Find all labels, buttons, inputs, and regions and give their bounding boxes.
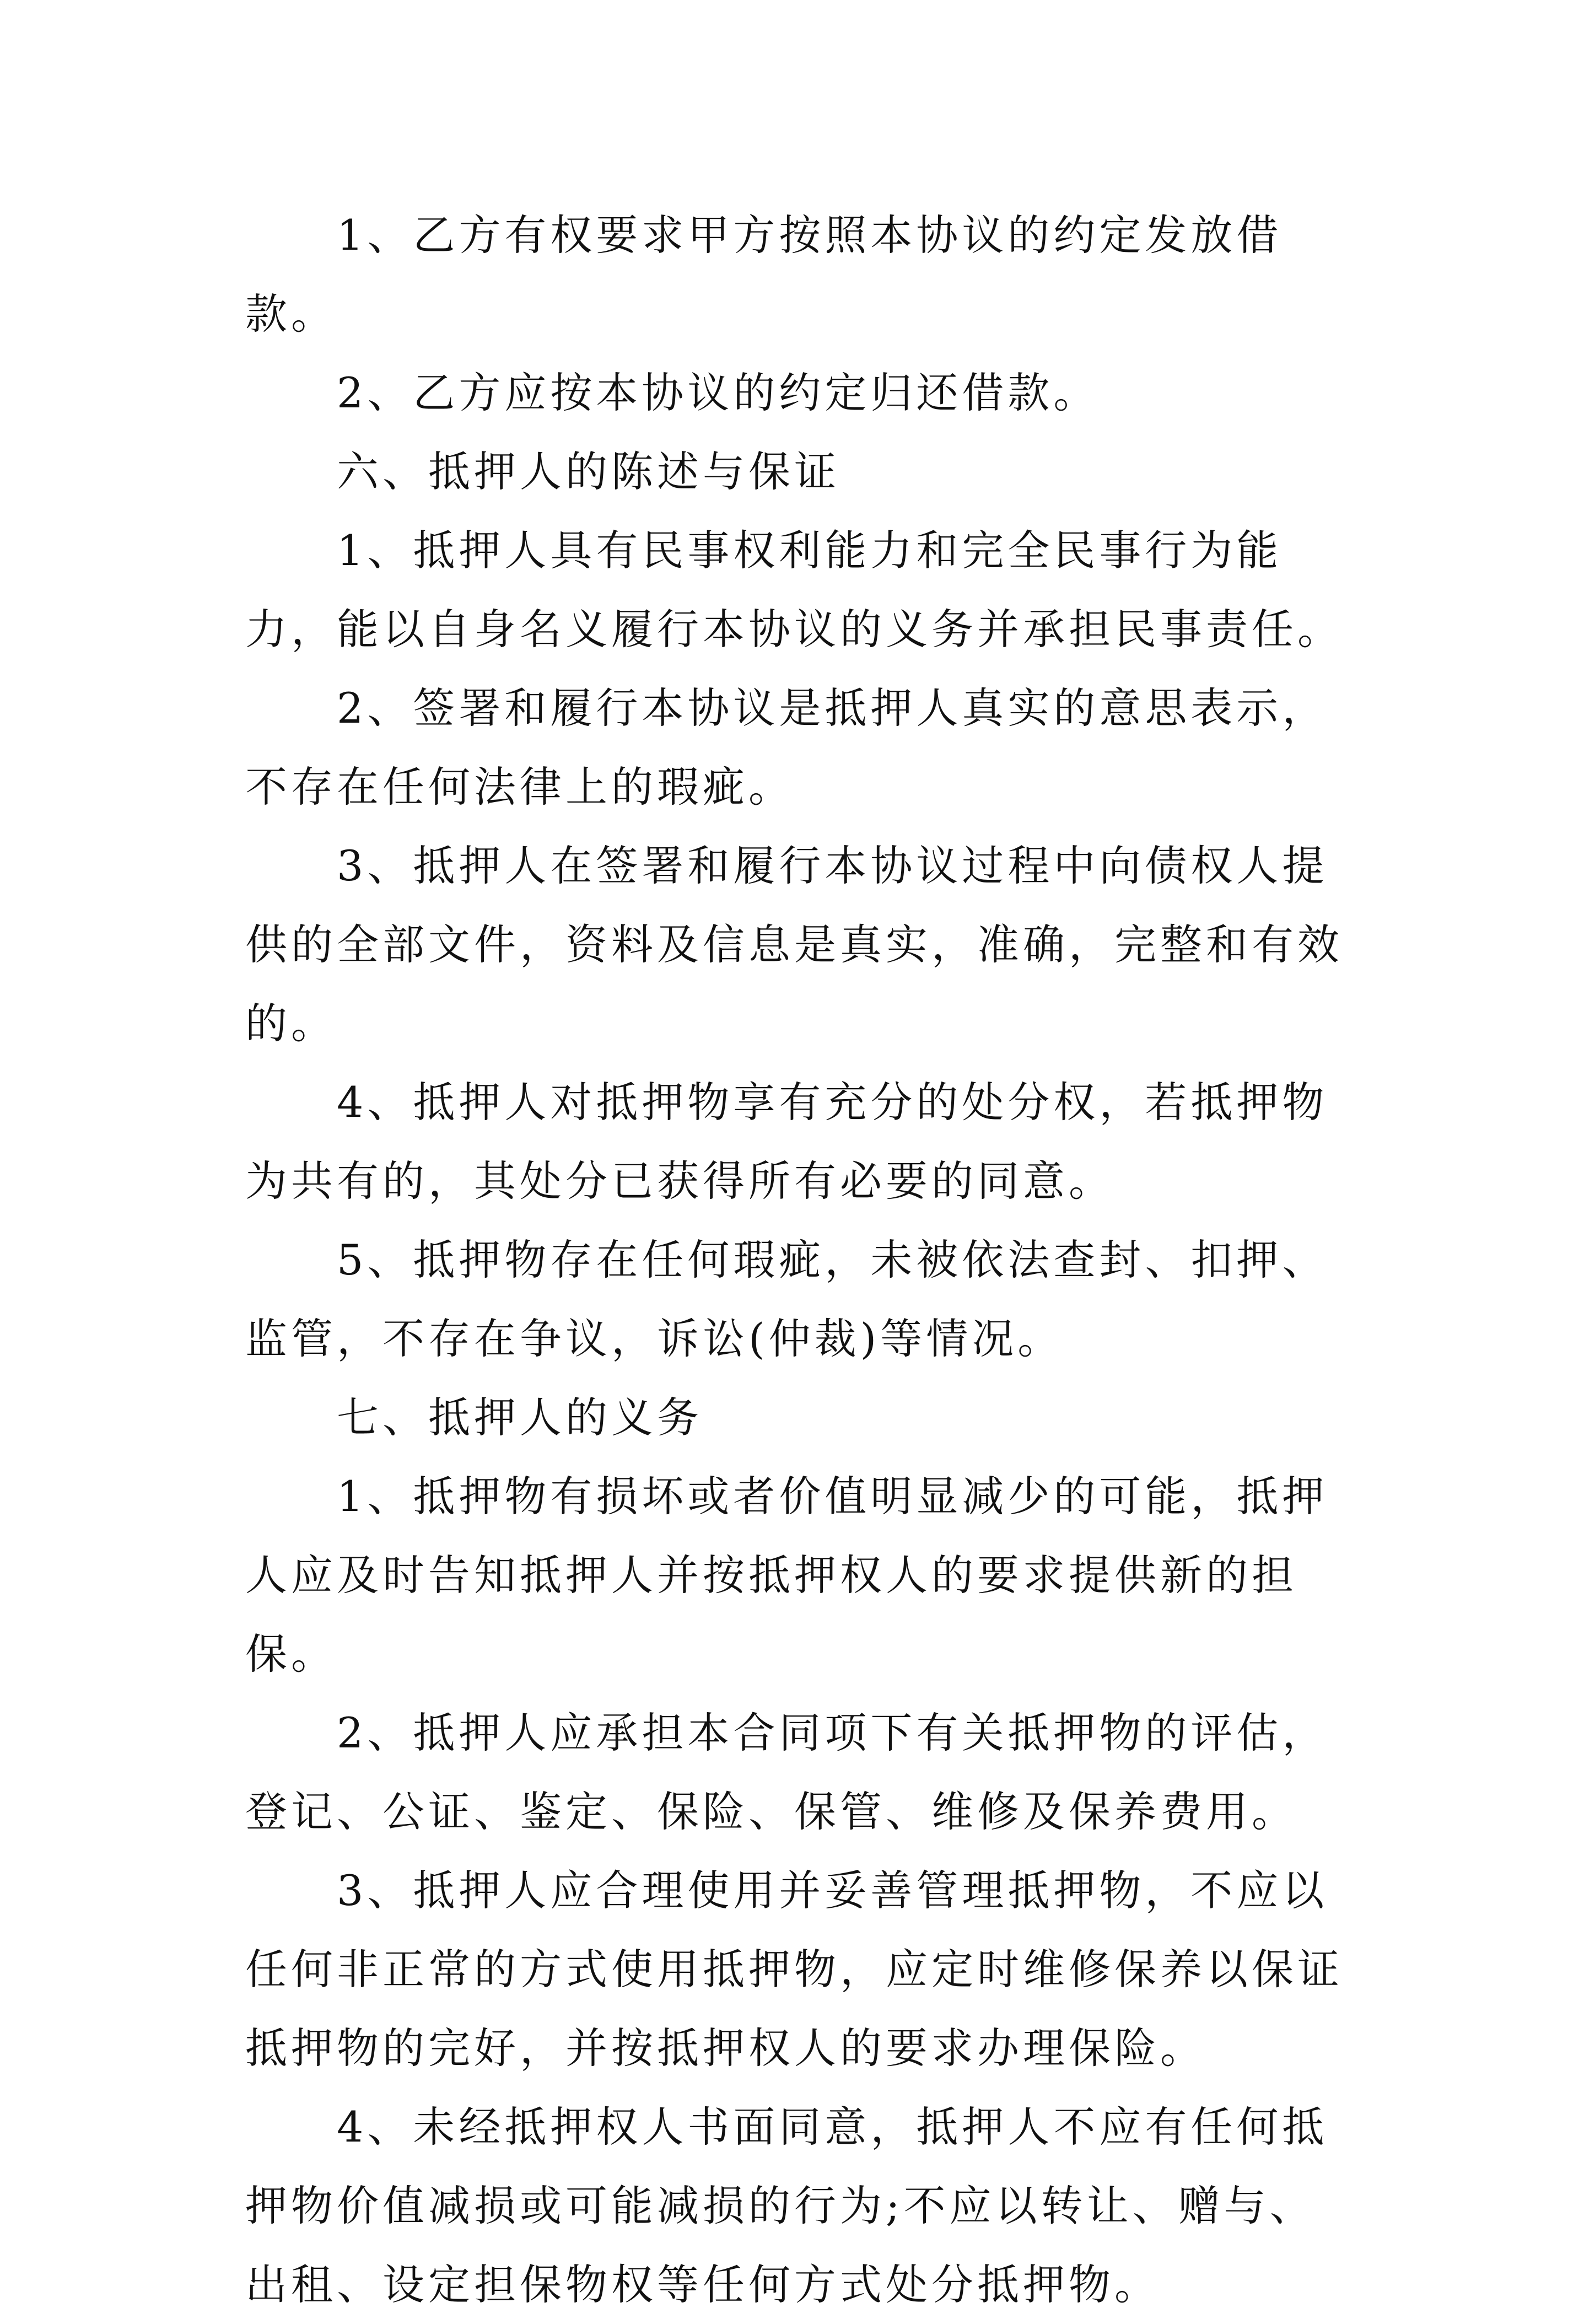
paragraph: 2、抵押人应承担本合同项下有关抵押物的评估，登记、公证、鉴定、保险、保管、维修及保养费用。	[245, 1708, 1328, 1836]
section-heading: 七、抵押人的义务	[337, 1393, 703, 1442]
paragraph: 5、抵押物存在任何瑕疵，未被依法查封、扣押、监管，不存在争议，诉讼(仲裁)等情况。	[245, 1235, 1328, 1363]
paragraph: 2、乙方应按本协议的约定归还借款。	[337, 368, 1100, 417]
paragraph: 3、抵押人在签署和履行本协议过程中向债权人提供的全部文件，资料及信息是真实，准确，完整和有效的。	[245, 841, 1343, 1048]
section-heading: 六、抵押人的陈述与保证	[337, 447, 840, 496]
paragraph: 4、未经抵押权人书面同意，抵押人不应有任何抵押物价值减损或可能减损的行为;不应以转让、赠与、出租、设定担保物权等任何方式处分抵押物。	[245, 2102, 1328, 2309]
paragraph: 4、抵押人对抵押物享有充分的处分权，若抵押物为共有的，其处分已获得所有必要的同意。	[245, 1078, 1328, 1206]
paragraph: 2、签署和履行本协议是抵押人真实的意思表示，不存在任何法律上的瑕疵。	[245, 684, 1328, 811]
paragraph: 3、抵押人应合理使用并妥善管理抵押物，不应以任何非正常的方式使用抵押物，应定时维修保养以保证抵押物的完好，并按抵押权人的要求办理保险。	[245, 1866, 1343, 2073]
document-body	[245, 196, 1359, 2324]
paragraph: 1、抵押物有损坏或者价值明显减少的可能，抵押人应及时告知抵押人并按抵押权人的要求提供新的担保。	[245, 1472, 1328, 1679]
paragraph: 1、抵押人具有民事权利能力和完全民事行为能力，能以自身名义履行本协议的义务并承担民事责任。	[245, 526, 1343, 654]
paragraph: 1、乙方有权要求甲方按照本协议的约定发放借款。	[245, 211, 1283, 338]
